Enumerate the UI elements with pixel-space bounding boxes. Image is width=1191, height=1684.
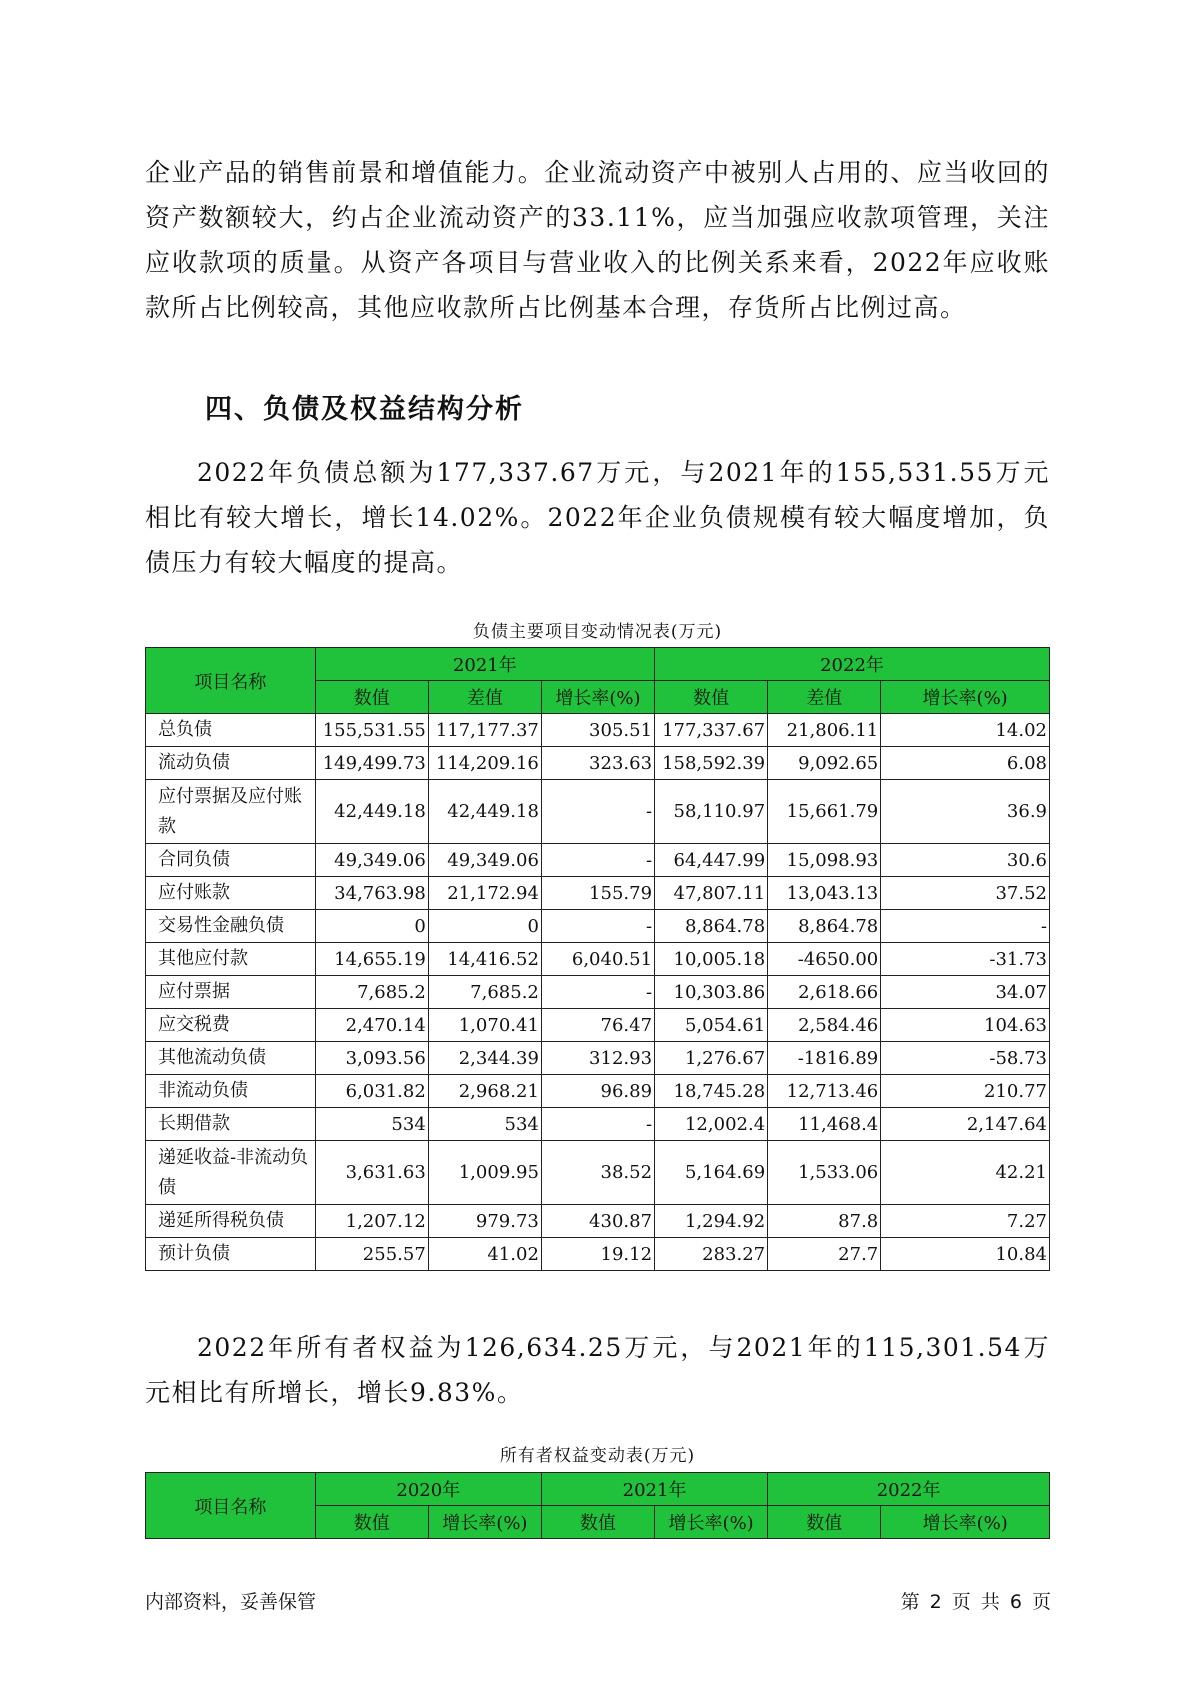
table-cell: 41.02 (428, 1238, 541, 1271)
table-cell: 42,449.18 (428, 780, 541, 844)
paragraph-asset-analysis: 企业产品的销售前景和增值能力。企业流动资产中被别人占用的、应当收回的资产数额较大，约占企业流动资产的33.11%，应当加强应收款项管理，关注应收款项的质量。从资产各项目与营业收入的比例关系来看，2022年应收账款所占比例较高，其他应收款所占比例基本合理，存货所占比例过高。 (145, 158, 1050, 322)
header-year-2020: 2020年 (315, 1473, 541, 1506)
table-cell: 10.84 (881, 1238, 1050, 1271)
table-cell: 7,685.2 (428, 976, 541, 1009)
table-cell: 534 (428, 1108, 541, 1141)
header-growth-rate: 增长率(%) (428, 1506, 541, 1539)
table-cell: 18,745.28 (655, 1075, 768, 1108)
table-cell: 2,618.66 (768, 976, 881, 1009)
table-row (146, 1205, 1050, 1238)
table-caption-liabilities: 负债主要项目变动情况表(万元) (472, 622, 723, 642)
header-item-name: 项目名称 (146, 648, 316, 714)
table-row (146, 1009, 1050, 1042)
table-cell: 8,864.78 (655, 910, 768, 943)
header-year-2021: 2021年 (315, 648, 654, 681)
table-cell: 1,070.41 (428, 1009, 541, 1042)
table-cell: 0 (428, 910, 541, 943)
table-cell: 10,303.86 (655, 976, 768, 1009)
table-row (146, 747, 1050, 780)
table-cell: 255.57 (315, 1238, 428, 1271)
table-cell: 3,631.63 (315, 1141, 428, 1205)
table-cell: 3,093.56 (315, 1042, 428, 1075)
table-cell: 19.12 (541, 1238, 654, 1271)
paragraph-equity-summary: 2022年所有者权益为126,634.25万元，与2021年的115,301.54万元相比有所增长，增长9.83%。 (145, 1333, 1050, 1407)
table-cell: - (541, 976, 654, 1009)
row-label: 预计负债 (146, 1238, 316, 1271)
table-cell: 1,207.12 (315, 1205, 428, 1238)
table-cell: 96.89 (541, 1075, 654, 1108)
table-cell: - (541, 780, 654, 844)
table-row (146, 943, 1050, 976)
header-growth-rate: 增长率(%) (881, 681, 1050, 714)
table-cell: 1,533.06 (768, 1141, 881, 1205)
table-cell: 30.6 (881, 844, 1050, 877)
header-value: 数值 (655, 681, 768, 714)
header-year-2021: 2021年 (541, 1473, 767, 1506)
header-value: 数值 (315, 681, 428, 714)
table-cell: 76.47 (541, 1009, 654, 1042)
table-cell: 6.08 (881, 747, 1050, 780)
table-cell: 12,002.4 (655, 1108, 768, 1141)
table-row (146, 844, 1050, 877)
table-cell: 9,092.65 (768, 747, 881, 780)
header-growth-rate: 增长率(%) (881, 1506, 1050, 1539)
table-row (146, 1141, 1050, 1205)
header-growth-rate: 增长率(%) (541, 681, 654, 714)
section-heading: 四、负债及权益结构分析 (205, 394, 524, 425)
table-cell: 149,499.73 (315, 747, 428, 780)
table-row (146, 1042, 1050, 1075)
table-cell: 5,054.61 (655, 1009, 768, 1042)
header-difference: 差值 (428, 681, 541, 714)
row-label: 总负债 (146, 714, 316, 747)
table-cell: 6,040.51 (541, 943, 654, 976)
table-cell: 1,276.67 (655, 1042, 768, 1075)
header-item-name: 项目名称 (146, 1473, 316, 1539)
liabilities-table (145, 647, 1050, 1271)
table-row (146, 877, 1050, 910)
row-label: 递延收益-非流动负债 (146, 1141, 316, 1205)
equity-table (145, 1472, 1050, 1539)
table-cell: 158,592.39 (655, 747, 768, 780)
table-cell: 12,713.46 (768, 1075, 881, 1108)
table-cell: 14,655.19 (315, 943, 428, 976)
table-cell: 979.73 (428, 1205, 541, 1238)
table-row (146, 1108, 1050, 1141)
table-cell: 114,209.16 (428, 747, 541, 780)
table-cell: 430.87 (541, 1205, 654, 1238)
table-cell: 42.21 (881, 1141, 1050, 1205)
table-cell: -1816.89 (768, 1042, 881, 1075)
table-caption-equity: 所有者权益变动表(万元) (499, 1446, 696, 1466)
table-cell: -31.73 (881, 943, 1050, 976)
table-cell: 2,584.46 (768, 1009, 881, 1042)
row-label: 应交税费 (146, 1009, 316, 1042)
table-cell: 42,449.18 (315, 780, 428, 844)
header-difference: 差值 (768, 681, 881, 714)
table-cell: 49,349.06 (315, 844, 428, 877)
table-cell: 10,005.18 (655, 943, 768, 976)
table-cell: 64,447.99 (655, 844, 768, 877)
table-cell: 6,031.82 (315, 1075, 428, 1108)
footer-confidential-note: 内部资料，妥善保管 (145, 1591, 317, 1613)
row-label: 长期借款 (146, 1108, 316, 1141)
header-value: 数值 (315, 1506, 428, 1539)
table-cell: 7,685.2 (315, 976, 428, 1009)
table-cell: 27.7 (768, 1238, 881, 1271)
row-label: 应付票据及应付账款 (146, 780, 316, 844)
table-cell: 2,344.39 (428, 1042, 541, 1075)
table-cell: 34.07 (881, 976, 1050, 1009)
table-cell: 155,531.55 (315, 714, 428, 747)
table-cell: 283.27 (655, 1238, 768, 1271)
table-cell: 15,661.79 (768, 780, 881, 844)
row-label: 其他流动负债 (146, 1042, 316, 1075)
table-cell: 1,009.95 (428, 1141, 541, 1205)
table-cell: 104.63 (881, 1009, 1050, 1042)
table-cell: 312.93 (541, 1042, 654, 1075)
table-cell: - (541, 1108, 654, 1141)
table-cell: 2,470.14 (315, 1009, 428, 1042)
table-cell: 7.27 (881, 1205, 1050, 1238)
table-cell: -4650.00 (768, 943, 881, 976)
table-cell: 323.63 (541, 747, 654, 780)
table-cell: 2,147.64 (881, 1108, 1050, 1141)
table-cell: 8,864.78 (768, 910, 881, 943)
table-cell: 14.02 (881, 714, 1050, 747)
table-cell: 47,807.11 (655, 877, 768, 910)
table-cell: 534 (315, 1108, 428, 1141)
paragraph-liability-summary: 2022年负债总额为177,337.67万元，与2021年的155,531.55万元相比有较大增长，增长14.02%。2022年企业负债规模有较大幅度增加，负债压力有较大幅度的提高。 (145, 458, 1050, 577)
table-cell: 58,110.97 (655, 780, 768, 844)
header-growth-rate: 增长率(%) (655, 1506, 768, 1539)
row-label: 非流动负债 (146, 1075, 316, 1108)
table-cell: 5,164.69 (655, 1141, 768, 1205)
table-cell: 13,043.13 (768, 877, 881, 910)
row-label: 其他应付款 (146, 943, 316, 976)
table-row (146, 976, 1050, 1009)
table-cell: 21,806.11 (768, 714, 881, 747)
row-label: 应付账款 (146, 877, 316, 910)
table-cell: 14,416.52 (428, 943, 541, 976)
table-cell: 2,968.21 (428, 1075, 541, 1108)
table-cell: 87.8 (768, 1205, 881, 1238)
row-label: 交易性金融负债 (146, 910, 316, 943)
table-cell: 36.9 (881, 780, 1050, 844)
table-cell: 117,177.37 (428, 714, 541, 747)
table-cell: 177,337.67 (655, 714, 768, 747)
table-cell: - (881, 910, 1050, 943)
table-row (146, 1238, 1050, 1271)
table-cell: 15,098.93 (768, 844, 881, 877)
row-label: 递延所得税负债 (146, 1205, 316, 1238)
table-row (146, 1075, 1050, 1108)
table-cell: 37.52 (881, 877, 1050, 910)
table-cell: 305.51 (541, 714, 654, 747)
table-row (146, 910, 1050, 943)
table-cell: - (541, 910, 654, 943)
row-label: 合同负债 (146, 844, 316, 877)
header-year-2022: 2022年 (655, 648, 1050, 681)
header-value: 数值 (768, 1506, 881, 1539)
table-row (146, 780, 1050, 844)
table-cell: -58.73 (881, 1042, 1050, 1075)
table-cell: 11,468.4 (768, 1108, 881, 1141)
table-cell: 0 (315, 910, 428, 943)
footer-page-number: 第 2 页 共 6 页 (900, 1591, 1051, 1613)
header-year-2022: 2022年 (768, 1473, 1050, 1506)
table-cell: 1,294.92 (655, 1205, 768, 1238)
table-cell: 155.79 (541, 877, 654, 910)
table-cell: 21,172.94 (428, 877, 541, 910)
row-label: 流动负债 (146, 747, 316, 780)
table-cell: 38.52 (541, 1141, 654, 1205)
row-label: 应付票据 (146, 976, 316, 1009)
table-cell: 210.77 (881, 1075, 1050, 1108)
table-row (146, 714, 1050, 747)
table-cell: 34,763.98 (315, 877, 428, 910)
table-cell: - (541, 844, 654, 877)
table-cell: 49,349.06 (428, 844, 541, 877)
header-value: 数值 (541, 1506, 654, 1539)
